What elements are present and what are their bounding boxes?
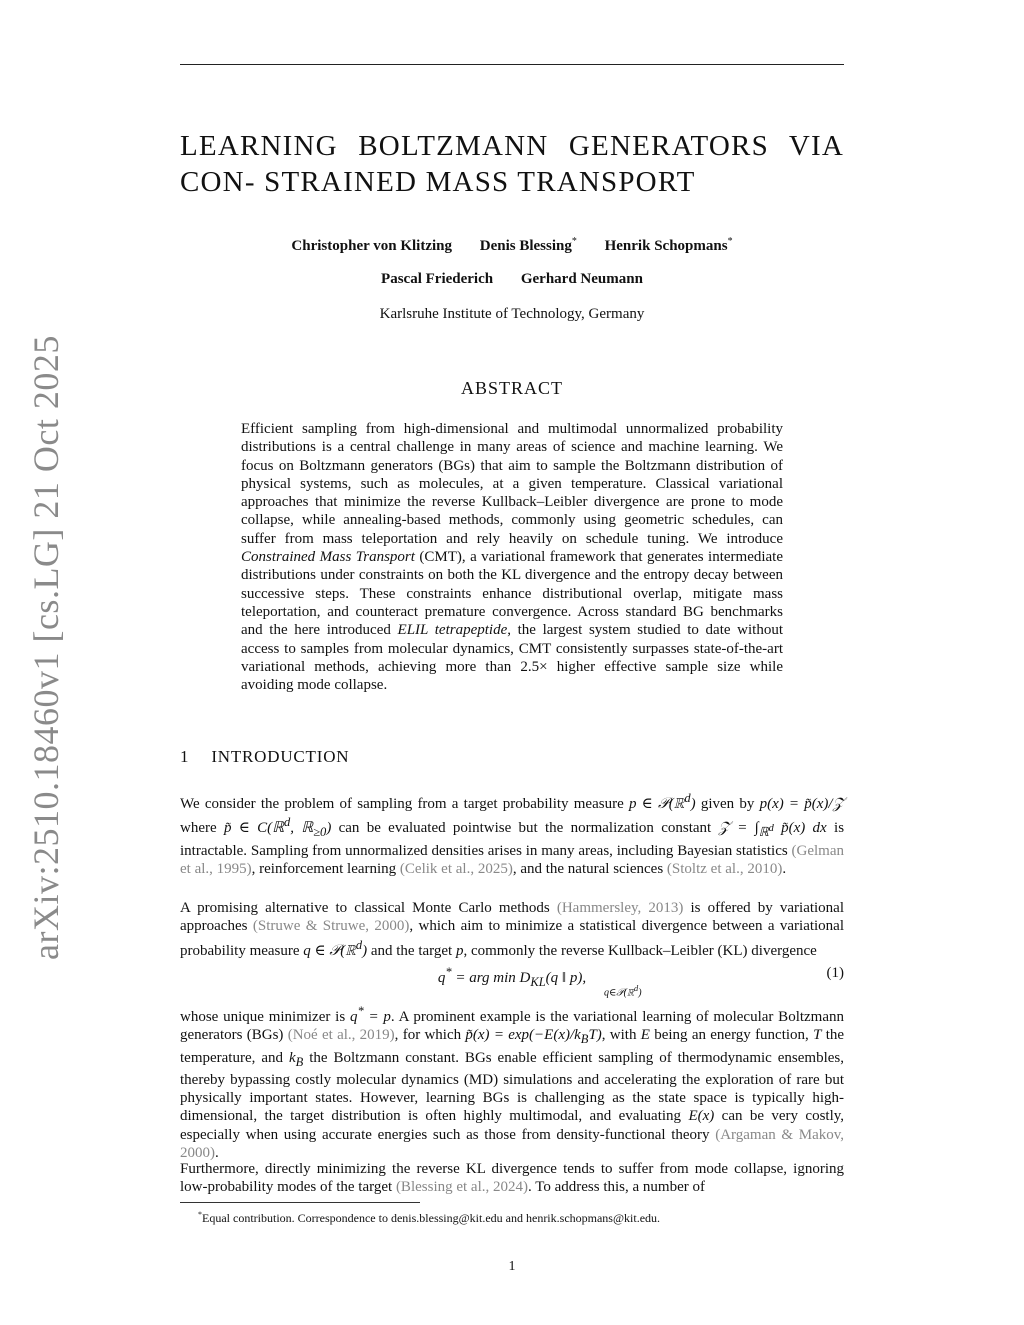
abstract-text: Efficient sampling from high-dimensional and multimodal unnormalized probability distributions is a central challenge in many areas of science and machine learning. We focus on Boltzmann generators (BGs) that aim to sample the Boltzmann distribution of physical systems, such as molecules, at a given temperature. Classical variational approaches that minimize the reverse Kullback–Leibler divergence are prone to mode collapse, while annealing-based methods, commonly using geometric schedules, can suffer from mass teleportation and rely heavily on schedule tuning. We introduce Constrained Mass Transport (CMT), a variational framework that generates intermediate distributions under constraints on both the KL divergence and the entropy decay between successive steps. These constraints enhance distributional overlap, mitigate mass teleportation, and counteract premature convergence. Across standard BG benchmarks and the here introduced ELIL tetrapeptide, the largest system studied to date without access to samples from molecular dynamics, CMT consistently surpasses state-of-the-art variational methods, achieving more than 2.5× higher effective sample size while avoiding mode collapse.	[241, 421, 783, 694]
citation-link[interactable]: (Blessing et al., 2024)	[395, 1179, 529, 1196]
arxiv-identifier[interactable]: arXiv:2510.18460v1 [cs.LG] 21 Oct 2025	[26, 335, 66, 960]
citation-link[interactable]: (Gelman et al., 1995)	[180, 842, 845, 877]
footnote-mark: *	[198, 1210, 202, 1219]
section-title: INTRODUCTION	[211, 747, 350, 766]
citation-link[interactable]: (Stoltz et al., 2010)	[666, 860, 783, 877]
top-rule	[180, 64, 844, 65]
section-heading	[180, 747, 349, 767]
paragraph: A promising alternative to classical Monte Carlo methods (Hammersley, 2013) is offered by variational approaches (Struwe & Struwe, 2000), which aim to minimize a statistical divergence between a variational probability measure q ∈ 𝒫(ℝ$^d$) and the target p, commonly the reverse Kullback–Leibler (KL) divergence	[180, 900, 845, 959]
author-row-1	[180, 236, 844, 255]
equal-contribution-mark: *	[727, 236, 733, 247]
abstract-heading: ABSTRACT	[460, 378, 564, 398]
author-name: Pascal Friederich	[381, 271, 494, 287]
system-name: ELIL tetrapeptide	[397, 622, 508, 639]
equation-subscript: q∈𝒫(ℝ$^d$)	[604, 984, 642, 999]
affiliation: Karlsruhe Institute of Technology, Germany	[379, 306, 645, 322]
footnote-rule	[180, 1202, 420, 1203]
citation-link[interactable]: (Struwe & Struwe, 2000)	[252, 918, 410, 935]
citation-link[interactable]: (Hammersley, 2013)	[556, 900, 684, 916]
author-name: Gerhard Neumann	[520, 271, 643, 287]
paper-title: LEARNING BOLTZMANN GENERATORS VIA CON- STRAINED MASS TRANSPORT	[180, 130, 844, 198]
page-number: 1	[508, 1259, 516, 1274]
author-row-2	[180, 271, 844, 288]
section-number: 1	[180, 747, 190, 766]
equation-number: (1)	[826, 965, 844, 981]
footnote: *Equal contribution. Correspondence to denis.blessing@kit.edu and henrik.schopmans@kit.edu.	[198, 1210, 661, 1225]
author-name: Christopher von Klitzing	[291, 238, 452, 254]
method-name: Constrained Mass Transport	[241, 549, 415, 566]
author-name: Denis Blessing*	[479, 236, 577, 254]
citation-link[interactable]: (Argaman & Makov, 2000)	[180, 1126, 845, 1162]
citation-link[interactable]: (Noé et al., 2019)	[287, 1027, 395, 1044]
equation-1	[180, 965, 844, 997]
equal-contribution-mark: *	[571, 236, 577, 247]
citation-link[interactable]: (Celik et al., 2025)	[399, 860, 513, 877]
equation-body: q* = arg $\min D_{KL}(q$ ‖ p),	[437, 965, 587, 989]
paragraph: We consider the problem of sampling from a target probability measure p ∈ 𝒫(ℝ$^d$) given by p(x) = p̃(x)/𝒵 where p̃ ∈ C(ℝ$^d$, ℝ$_{\ge 0}$) can be evaluated pointwise but the normalization constant 𝒵 = $\int_{ℝ^d}$ p̃(x) dx is intractable. Sampling from unnormalized densities arises in many areas, including Bayesian statistics (Gelman et al., 1995), reinforcement learning (Celik et al., 2025), and the natural sciences (Stoltz et al., 2010).	[180, 791, 845, 877]
author-name: Henrik Schopmans*	[604, 236, 733, 254]
paragraph: Furthermore, directly minimizing the reverse KL divergence tends to suffer from mode collapse, ignoring low-probability modes of the target (Blessing et al., 2024). To address this, a number of	[180, 1161, 844, 1196]
paragraph: whose unique minimizer is q* = p. A prominent example is the variational learning of molecular Boltzmann generators (BGs) (Noé et al., 2019), for which p̃(x) = $\exp(-E(x)/k_BT)$, with E being an energy function, T the temperature, and $k_B$ the Boltzmann constant. BGs enable efficient sampling of thermodynamic ensembles, thereby bypassing costly molecular dynamics (MD) simulations and accelerating the exploration of rare but physically important states. However, learning BGs is challenging as the state space is typically high-dimensional, the target distribution is often highly multimodal, and evaluating E(x) can be very costly, especially when using accurate energies such as those from density-functional theory (Argaman & Makov, 2000).	[180, 1004, 845, 1162]
